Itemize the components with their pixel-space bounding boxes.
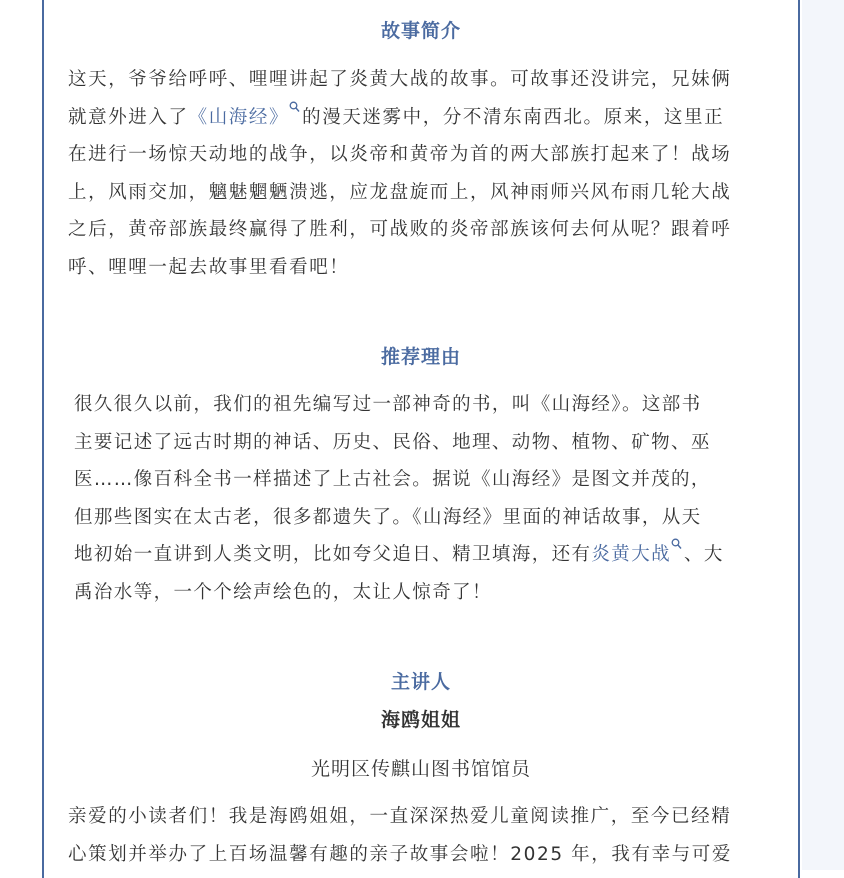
speaker-line-2: 心策划并举办了上百场温馨有趣的亲子故事会啦！2025 年，我有幸与可爱 — [68, 843, 732, 865]
speaker-name: 海鸥姐姐 — [380, 709, 461, 731]
search-icon — [289, 101, 300, 113]
speaker-role: 光明区传麒山图书馆馆员 — [310, 758, 531, 780]
reason-line-4: 但那些图实在太古老，很多都遗失了。《山海经》里面的神话故事，从天 — [74, 506, 702, 528]
reason-line-3: 医……像百科全书一样描述了上古社会。据说《山海经》是图文并茂的， — [74, 469, 711, 490]
reason-line-1: 很久很久以前，我们的祖先编写过一部神奇的书，叫《山海经》。这部书 — [74, 394, 702, 415]
story-intro-heading: 故事简介 — [380, 20, 461, 42]
story-line-6: 呼、哩哩一起去故事里看看吧！ — [68, 256, 350, 278]
recommend-reason-paragraph — [74, 386, 786, 611]
story-intro-paragraph — [68, 61, 788, 286]
speaker-heading: 主讲人 — [390, 671, 451, 693]
reason-line-5: 地初始一直讲到人类文明，比如夸父追日、精卫填海，还有炎黄大战 、大 — [74, 536, 786, 574]
story-line-2: 就意外进入了《山海经》 的漫天迷雾中，分不清东南西北。原来，这里正 — [68, 99, 788, 137]
story-line-5: 之后，黄帝部族最终赢得了胜利，可战败的炎帝部族该何去何从呢？跟着呼 — [68, 219, 732, 240]
story-line-3: 在进行一场惊天动地的战争，以炎帝和黄帝为首的两大部族打起来了！战场 — [68, 144, 732, 165]
reason-line-2: 主要记述了远古时期的神话、历史、民俗、地理、动物、植物、矿物、巫 — [74, 431, 711, 453]
story-line-4: 上，风雨交加，魑魅魍魉溃逃，应龙盘旋而上，风神雨师兴风布雨几轮大战 — [68, 181, 732, 203]
shanhaijing-link[interactable]: 《山海经》 — [189, 107, 303, 128]
search-icon — [671, 538, 682, 550]
recommend-reason-heading: 推荐理由 — [380, 346, 461, 368]
story-line-1: 这天，爷爷给呼呼、哩哩讲起了炎黄大战的故事。可故事还没讲完，兄妹俩 — [68, 69, 732, 90]
speaker-line-1: 亲爱的小读者们！我是海鸥姐姐，一直深深热爱儿童阅读推广，至今已经精 — [68, 806, 732, 827]
yanhuang-war-link[interactable]: 炎黄大战 — [591, 544, 684, 565]
speaker-intro-paragraph — [68, 798, 788, 873]
reason-line-6: 禹治水等，一个个绘声绘色的，太让人惊奇了！ — [74, 581, 492, 603]
page-side-margin — [802, 0, 844, 870]
